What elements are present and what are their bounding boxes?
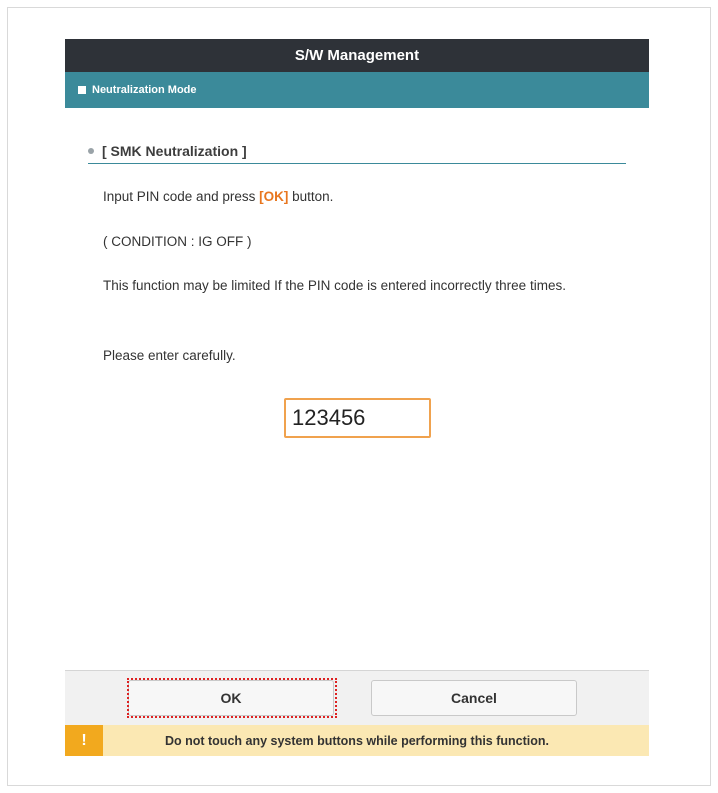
ok-keyword: [OK] (259, 189, 289, 204)
warning-text: Do not touch any system buttons while performing this function. (164, 733, 550, 748)
instruction-text (103, 187, 333, 207)
sw-management-dialog (65, 39, 649, 756)
pin-code-input[interactable] (284, 398, 431, 438)
cancel-button[interactable]: Cancel (371, 680, 577, 716)
warning-banner (65, 725, 649, 756)
bullet-dot-icon (88, 148, 94, 154)
square-bullet-icon (78, 86, 86, 94)
section-header (88, 138, 626, 164)
mode-bar (65, 72, 649, 108)
ok-button[interactable]: OK (128, 680, 334, 716)
limit-warning-text: This function may be limited If the PIN code is entered incorrectly three times. (103, 278, 566, 293)
dialog-title: S/W Management (65, 39, 649, 72)
condition-text: ( CONDITION : IG OFF ) (103, 234, 252, 249)
instruction-suffix: button. (288, 189, 334, 204)
section-title: [ SMK Neutralization ] (102, 142, 247, 159)
mode-label: Neutralization Mode (92, 84, 197, 96)
careful-text: Please enter carefully. (103, 348, 236, 363)
button-bar (65, 670, 649, 725)
warning-icon: ! (65, 725, 103, 756)
instruction-prefix: Input PIN code and press (103, 189, 260, 204)
